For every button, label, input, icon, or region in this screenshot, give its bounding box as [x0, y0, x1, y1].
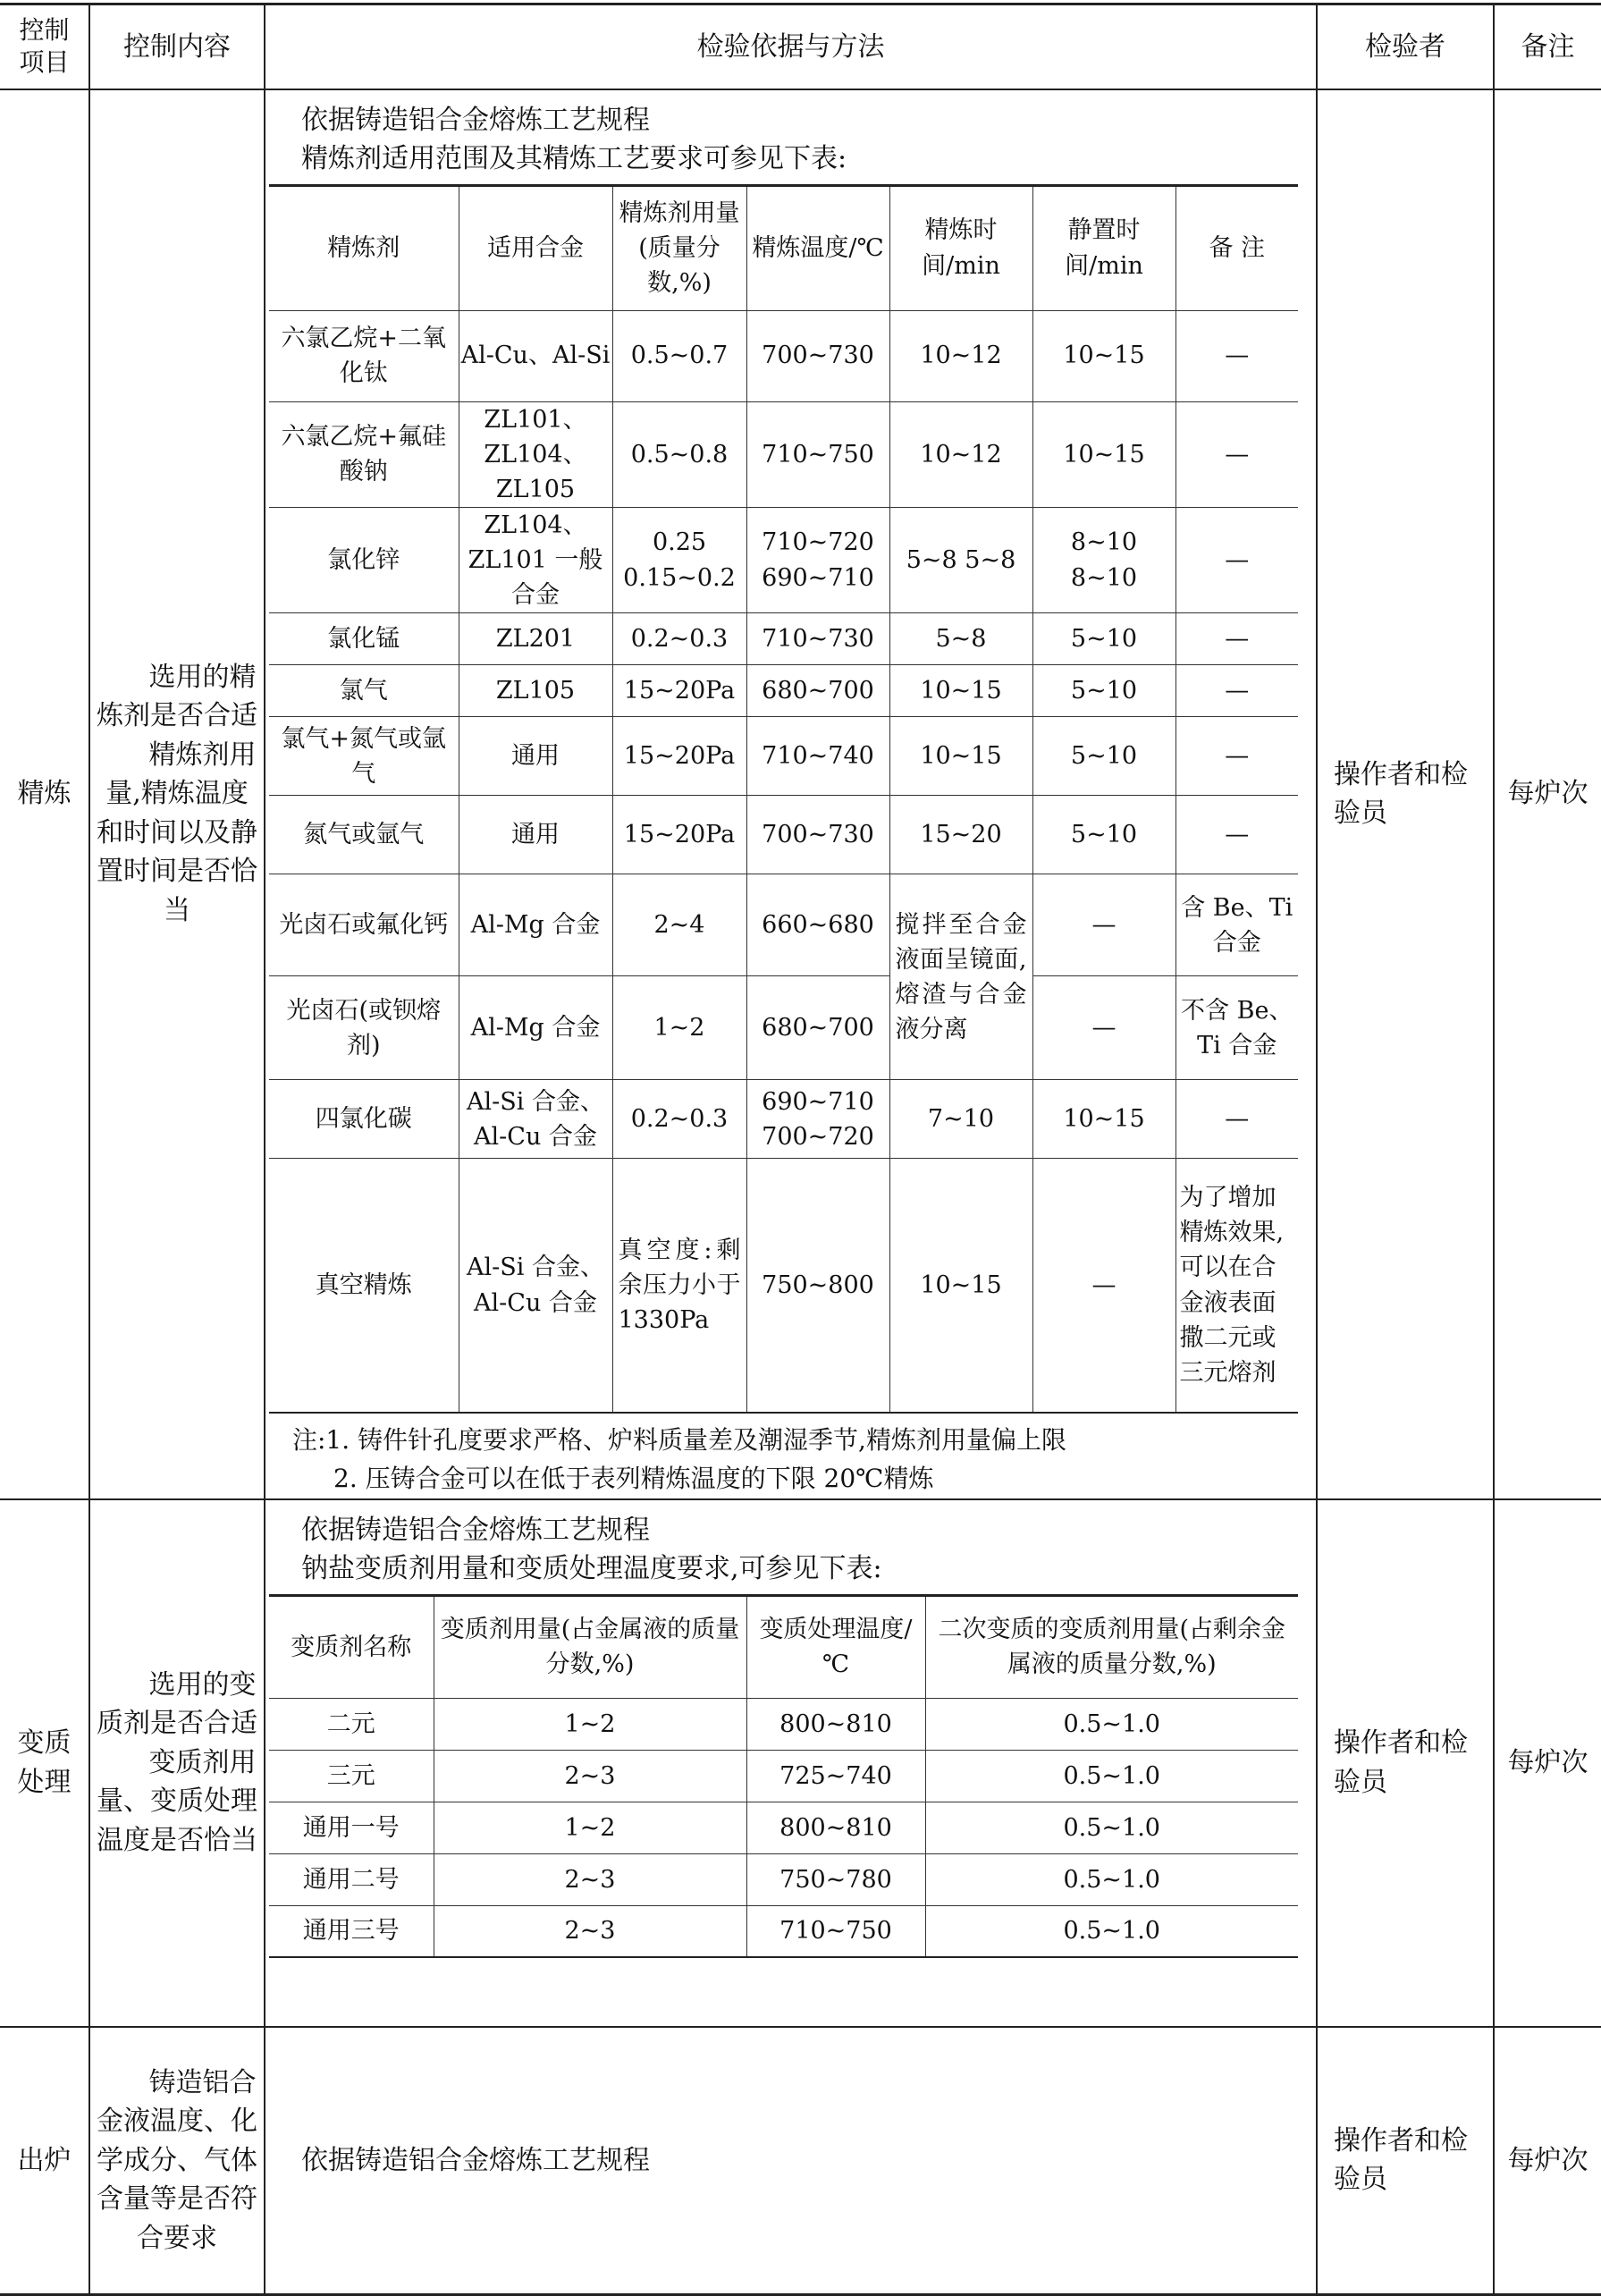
- cell: 氯气+氮气或氩气: [269, 717, 459, 796]
- modifier-table: [269, 1594, 1298, 1959]
- cell: ZL201: [459, 613, 612, 665]
- cell: 二元: [269, 1698, 434, 1750]
- cell: 690~710 700~720: [746, 1080, 889, 1159]
- cell: 10~12: [889, 401, 1032, 507]
- cell: 10~12: [889, 310, 1032, 401]
- table-row: [269, 1750, 1298, 1802]
- modification-method: [265, 1499, 1317, 2027]
- table-row: [269, 1159, 1298, 1413]
- cell: 10~15: [889, 1159, 1032, 1413]
- th-modifier-dosage: 变质剂用量(占金属液的质量分数,%): [434, 1595, 746, 1698]
- cell: 5~10: [1032, 613, 1175, 665]
- refining-notes: [265, 1414, 1316, 1498]
- tapping-item: 出炉: [0, 2027, 89, 2295]
- cell: 700~730: [746, 796, 889, 874]
- header-remark: 备注: [1494, 4, 1601, 89]
- tapping-remark: 每炉次: [1494, 2027, 1601, 2295]
- refining-intro-line1: 依据铸造铝合金熔炼工艺规程: [301, 104, 650, 136]
- table-row: [269, 665, 1298, 717]
- cell: 0.2~0.3: [612, 1080, 746, 1159]
- cell: 1~2: [434, 1698, 746, 1750]
- cell: 700~730: [746, 310, 889, 401]
- th-modifier-temp: 变质处理温度/℃: [746, 1595, 925, 1698]
- cell: 通用一号: [269, 1802, 434, 1853]
- refining-item: 精炼: [0, 89, 89, 1499]
- quality-control-table: [0, 3, 1601, 2296]
- cell: 含 Be、Ti 合金: [1175, 874, 1298, 976]
- cell: —: [1175, 401, 1298, 507]
- cell: 0.25 0.15~0.2: [612, 507, 746, 612]
- cell: —: [1032, 1159, 1175, 1413]
- cell: 725~740: [746, 1750, 925, 1802]
- modification-inspector: 操作者和检验员: [1317, 1499, 1494, 2027]
- cell: 10~15: [889, 717, 1032, 796]
- cell: 5~8 5~8: [889, 507, 1032, 612]
- th-modifier-name: 变质剂名称: [269, 1595, 434, 1698]
- cell: 10~15: [1032, 401, 1175, 507]
- th-temp: 精炼温度/℃: [746, 185, 889, 310]
- tapping-content: [89, 2027, 265, 2295]
- cell: 15~20: [889, 796, 1032, 874]
- cell: —: [1175, 1080, 1298, 1159]
- cell: Al-Mg 合金: [459, 976, 612, 1080]
- cell: 0.2~0.3: [612, 613, 746, 665]
- cell: 光卤石(或钡熔剂): [269, 976, 459, 1080]
- cell: 氮气或氩气: [269, 796, 459, 874]
- cell: 氯化锌: [269, 507, 459, 612]
- table-row: [269, 976, 1298, 1080]
- cell: 0.5~1.0: [925, 1698, 1298, 1750]
- table-row: [269, 1802, 1298, 1853]
- refining-note-1: 注:1. 铸件针孔度要求严格、炉料质量差及潮湿季节,精炼剂用量偏上限: [292, 1424, 1066, 1455]
- cell: 真空度:剩余压力小于1330Pa: [612, 1159, 746, 1413]
- cell: Al-Si 合金、Al-Cu 合金: [459, 1159, 612, 1413]
- modification-content-p1: 选用的变质剂是否合适: [97, 1668, 257, 1740]
- cell: —: [1032, 874, 1175, 976]
- th-alloy: 适用合金: [459, 185, 612, 310]
- refining-note-2: 2. 压铸合金可以在低于表列精炼温度的下限 20℃精炼: [333, 1464, 934, 1494]
- cell: 0.5~1.0: [925, 1905, 1298, 1957]
- cell: 2~4: [612, 874, 746, 976]
- cell: 2~3: [434, 1750, 746, 1802]
- refining-remark: 每炉次: [1494, 89, 1601, 1499]
- tapping-method: 依据铸造铝合金熔炼工艺规程: [265, 2027, 1317, 2295]
- cell: Al-Mg 合金: [459, 874, 612, 976]
- tapping-row: [0, 2027, 1601, 2295]
- cell: 710~750: [746, 1905, 925, 1957]
- cell: 710~720 690~710: [746, 507, 889, 612]
- cell: 通用: [459, 717, 612, 796]
- cell: 六氯乙烷+氟硅酸钠: [269, 401, 459, 507]
- header-inspector: 检验者: [1317, 4, 1494, 89]
- cell: 氯化锰: [269, 613, 459, 665]
- modification-item: 变质处理: [0, 1499, 89, 2027]
- refining-content-p1: 选用的精炼剂是否合适: [97, 661, 257, 732]
- cell: 三元: [269, 1750, 434, 1802]
- modification-content-p2: 变质剂用量、变质处理温度是否恰当: [97, 1746, 257, 1856]
- cell: —: [1175, 507, 1298, 612]
- table-row: [269, 507, 1298, 612]
- cell: Al-Cu、Al-Si: [459, 310, 612, 401]
- cell: 800~810: [746, 1802, 925, 1853]
- cell: 通用二号: [269, 1853, 434, 1905]
- refining-inspector: 操作者和检验员: [1317, 89, 1494, 1499]
- table-row: [269, 310, 1298, 401]
- cell: ZL105: [459, 665, 612, 717]
- modifier-table-header: [269, 1595, 1298, 1698]
- header-method: 检验依据与方法: [265, 4, 1317, 89]
- refining-row: [0, 89, 1601, 1499]
- cell: 1~2: [612, 976, 746, 1080]
- modification-intro-line2: 钠盐变质剂用量和变质处理温度要求,可参见下表:: [301, 1553, 882, 1585]
- modification-row: [0, 1499, 1601, 2027]
- cell: 2~3: [434, 1905, 746, 1957]
- table-row: [269, 796, 1298, 874]
- th-note: 备 注: [1175, 185, 1298, 310]
- th-dosage: 精炼剂用量(质量分数,%): [612, 185, 746, 310]
- modification-content: [89, 1499, 265, 2027]
- cell: 0.5~0.7: [612, 310, 746, 401]
- cell: 0.5~1.0: [925, 1853, 1298, 1905]
- cell: 15~20Pa: [612, 796, 746, 874]
- cell: —: [1175, 613, 1298, 665]
- cell: 10~15: [889, 665, 1032, 717]
- cell: 通用: [459, 796, 612, 874]
- cell: 真空精炼: [269, 1159, 459, 1413]
- table-row: [269, 717, 1298, 796]
- table-row: [269, 1905, 1298, 1957]
- cell: 7~10: [889, 1080, 1032, 1159]
- refining-table-header: [269, 185, 1298, 310]
- cell: 680~700: [746, 665, 889, 717]
- cell: 710~750: [746, 401, 889, 507]
- cell: 750~800: [746, 1159, 889, 1413]
- cell: 光卤石或氟化钙: [269, 874, 459, 976]
- modification-remark: 每炉次: [1494, 1499, 1601, 2027]
- refining-intro-line2: 精炼剂适用范围及其精炼工艺要求可参见下表:: [301, 143, 847, 174]
- cell: 2~3: [434, 1853, 746, 1905]
- cell: 为了增加精炼效果,可以在合金液表面撒二元或三元熔剂: [1175, 1159, 1298, 1413]
- table-row: [269, 874, 1298, 976]
- cell: 10~15: [1032, 1080, 1175, 1159]
- refining-agent-table: [269, 184, 1298, 1414]
- cell: —: [1032, 976, 1175, 1080]
- table-row: [269, 1698, 1298, 1750]
- cell: 1~2: [434, 1802, 746, 1853]
- cell: 710~740: [746, 717, 889, 796]
- cell: —: [1175, 717, 1298, 796]
- cell: 0.5~1.0: [925, 1750, 1298, 1802]
- cell: 800~810: [746, 1698, 925, 1750]
- cell: 5~10: [1032, 665, 1175, 717]
- cell: Al-Si 合金、Al-Cu 合金: [459, 1080, 612, 1159]
- cell: 0.5~0.8: [612, 401, 746, 507]
- cell: 不含 Be、Ti 合金: [1175, 976, 1298, 1080]
- cell: —: [1175, 310, 1298, 401]
- refining-content-p2: 精炼剂用量,精炼温度和时间以及静置时间是否恰当: [97, 739, 257, 926]
- cell: 15~20Pa: [612, 665, 746, 717]
- tapping-content-text: 铸造铝合金液温度、化学成分、气体含量等是否符合要求: [97, 2066, 257, 2254]
- cell: —: [1175, 665, 1298, 717]
- cell: 10~15: [1032, 310, 1175, 401]
- th-second-dosage: 二次变质的变质剂用量(占剩余金属液的质量分数,%): [925, 1595, 1298, 1698]
- modification-intro: [265, 1500, 1316, 1594]
- refining-content: [89, 89, 265, 1499]
- header-row: [0, 4, 1601, 89]
- cell: 5~10: [1032, 796, 1175, 874]
- cell: ZL101、ZL104、ZL105: [459, 401, 612, 507]
- cell: 0.5~1.0: [925, 1802, 1298, 1853]
- cell: —: [1175, 796, 1298, 874]
- tapping-inspector: 操作者和检验员: [1317, 2027, 1494, 2295]
- modification-intro-line1: 依据铸造铝合金熔炼工艺规程: [301, 1514, 650, 1546]
- refining-method: [265, 89, 1317, 1499]
- table-row: [269, 1080, 1298, 1159]
- cell: 氯气: [269, 665, 459, 717]
- header-item: 控制项目: [0, 4, 89, 89]
- cell: 660~680: [746, 874, 889, 976]
- table-row: [269, 613, 1298, 665]
- cell: 六氯乙烷+二氧化钛: [269, 310, 459, 401]
- th-time: 精炼时间/min: [889, 185, 1032, 310]
- table-row: [269, 401, 1298, 507]
- cell: 680~700: [746, 976, 889, 1080]
- th-settle: 静置时间/min: [1032, 185, 1175, 310]
- cell: 710~730: [746, 613, 889, 665]
- cell: 5~10: [1032, 717, 1175, 796]
- cell: 750~780: [746, 1853, 925, 1905]
- cell: 通用三号: [269, 1905, 434, 1957]
- header-content: 控制内容: [89, 4, 265, 89]
- cell: ZL104、ZL101 一般合金: [459, 507, 612, 612]
- cell: 8~10 8~10: [1032, 507, 1175, 612]
- table-row: [269, 1853, 1298, 1905]
- refining-intro: [265, 90, 1316, 184]
- cell: 四氯化碳: [269, 1080, 459, 1159]
- merged-refining-time-cell: 搅拌至合金液面呈镜面,熔渣与合金液分离: [889, 874, 1032, 1080]
- cell: 5~8: [889, 613, 1032, 665]
- cell: 15~20Pa: [612, 717, 746, 796]
- th-agent: 精炼剂: [269, 185, 459, 310]
